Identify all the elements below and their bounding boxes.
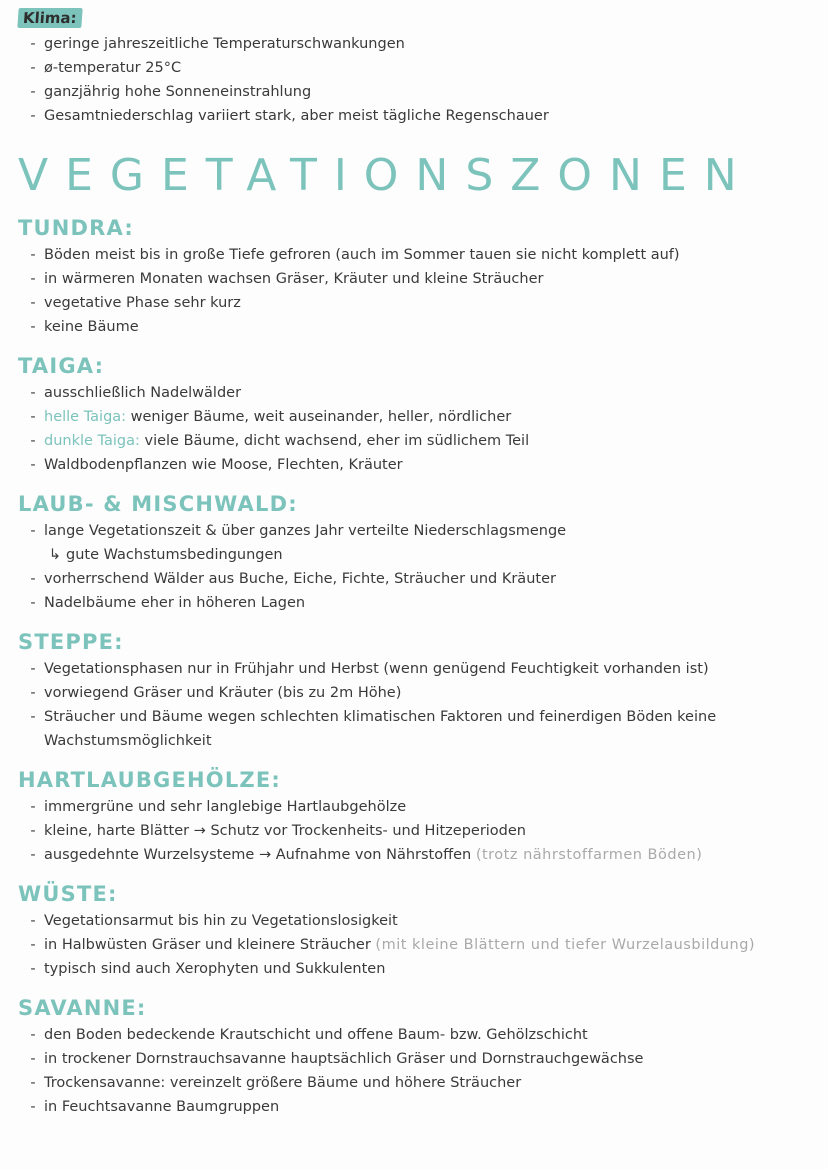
line-segment: (trotz nährstoffarmen Böden) bbox=[475, 847, 703, 863]
line-text bbox=[44, 933, 755, 957]
bullet-marker: - bbox=[30, 84, 36, 100]
line-text bbox=[44, 453, 403, 477]
line-segment: in Halbwüsten Gräser und kleinere Sträucher bbox=[44, 937, 376, 953]
bullet-line bbox=[18, 519, 812, 543]
bullet-marker: - bbox=[30, 523, 36, 539]
section-heading: TAIGA: bbox=[18, 354, 105, 378]
line-text bbox=[44, 1071, 521, 1095]
bullet-marker: - bbox=[30, 961, 36, 977]
bullet-line bbox=[18, 681, 812, 705]
bullet-marker: - bbox=[30, 1099, 36, 1115]
line-text bbox=[44, 681, 401, 705]
line-segment: immergrüne und sehr langlebige Hartlaubgehölze bbox=[44, 799, 407, 815]
bullet-marker: ↳ bbox=[48, 547, 62, 563]
bullet-marker: - bbox=[30, 36, 36, 52]
bullet-marker: - bbox=[30, 685, 36, 701]
line-text bbox=[44, 267, 543, 291]
klima-heading: Klima: bbox=[17, 8, 82, 28]
line-text bbox=[44, 32, 405, 56]
line-text bbox=[44, 56, 181, 80]
bullet-marker: - bbox=[30, 1075, 36, 1091]
bullet-line bbox=[18, 80, 812, 104]
klima-section bbox=[18, 8, 812, 128]
section bbox=[18, 768, 812, 867]
bullet-line bbox=[18, 1023, 812, 1047]
line-text bbox=[44, 567, 556, 591]
sections-container bbox=[18, 216, 812, 1119]
bullet-line bbox=[18, 795, 812, 819]
section bbox=[18, 630, 812, 753]
bullet-marker: - bbox=[30, 1051, 36, 1067]
line-text bbox=[44, 843, 702, 867]
line-segment: vorherrschend Wälder aus Buche, Eiche, Fichte, Sträucher und Kräuter bbox=[44, 571, 556, 587]
section-heading: HARTLAUBGEHÖLZE: bbox=[18, 768, 281, 792]
bullet-marker: - bbox=[30, 319, 36, 335]
line-segment: in wärmeren Monaten wachsen Gräser, Kräuter und kleine Sträucher bbox=[44, 271, 544, 287]
bullet-marker: - bbox=[30, 595, 36, 611]
bullet-marker: - bbox=[30, 661, 36, 677]
section-items bbox=[18, 243, 812, 339]
line-text bbox=[44, 1047, 643, 1071]
bullet-line bbox=[18, 957, 812, 981]
line-text bbox=[44, 519, 566, 543]
line-segment: Böden meist bis in große Tiefe gefroren (auch im Sommer tauen sie nicht komplett auf) bbox=[44, 247, 680, 263]
line-segment: Nadelbäume eher in höheren Lagen bbox=[44, 595, 306, 611]
line-text bbox=[44, 243, 680, 267]
bullet-marker: - bbox=[30, 60, 36, 76]
section bbox=[18, 492, 812, 615]
line-segment: Vegetationsphasen nur in Frühjahr und Herbst (wenn genügend Feuchtigkeit vorhanden ist) bbox=[44, 661, 709, 677]
line-segment: gute Wachstumsbedingungen bbox=[66, 547, 283, 563]
line-text bbox=[44, 795, 406, 819]
section-items bbox=[18, 909, 812, 981]
bullet-line bbox=[18, 657, 812, 681]
bullet-marker: - bbox=[30, 433, 36, 449]
bullet-marker: - bbox=[30, 385, 36, 401]
bullet-line bbox=[18, 591, 812, 615]
bullet-line bbox=[18, 843, 812, 867]
line-segment: vorwiegend Gräser und Kräuter (bis zu 2m Höhe) bbox=[44, 685, 402, 701]
section-heading: LAUB- & MISCHWALD: bbox=[18, 492, 298, 516]
bullet-marker: - bbox=[30, 247, 36, 263]
line-segment: dunkle Taiga: bbox=[44, 433, 140, 449]
section-items bbox=[18, 1023, 812, 1119]
line-text bbox=[44, 957, 385, 981]
bullet-line bbox=[18, 291, 812, 315]
line-segment: ausschließlich Nadelwälder bbox=[44, 385, 242, 401]
bullet-marker: - bbox=[30, 1027, 36, 1043]
bullet-marker: - bbox=[30, 295, 36, 311]
line-segment: Waldbodenpflanzen wie Moose, Flechten, Kräuter bbox=[44, 457, 403, 473]
line-segment: Vegetationsarmut bis hin zu Vegetationslosigkeit bbox=[44, 913, 398, 929]
line-segment: vegetative Phase sehr kurz bbox=[44, 295, 241, 311]
bullet-marker: - bbox=[30, 823, 36, 839]
bullet-marker: - bbox=[30, 913, 36, 929]
bullet-marker: - bbox=[30, 108, 36, 124]
section-heading: WÜSTE: bbox=[18, 882, 118, 906]
bullet-marker: - bbox=[30, 799, 36, 815]
line-segment: den Boden bedeckende Krautschicht und offene Baum- bzw. Gehölzschicht bbox=[44, 1027, 588, 1043]
bullet-line bbox=[18, 32, 812, 56]
line-segment: (mit kleine Blättern und tiefer Wurzelausbildung) bbox=[375, 937, 756, 953]
line-text bbox=[44, 104, 549, 128]
line-text bbox=[44, 909, 398, 933]
bullet-line bbox=[18, 453, 812, 477]
section-items bbox=[18, 381, 812, 477]
bullet-marker: - bbox=[30, 571, 36, 587]
klima-items bbox=[18, 32, 812, 128]
section-items bbox=[18, 657, 812, 753]
bullet-marker: - bbox=[30, 271, 36, 287]
bullet-line bbox=[18, 315, 812, 339]
section bbox=[18, 354, 812, 477]
bullet-line bbox=[18, 381, 812, 405]
bullet-line bbox=[18, 405, 812, 429]
line-text bbox=[44, 405, 511, 429]
section bbox=[18, 996, 812, 1119]
bullet-line bbox=[18, 819, 812, 843]
line-segment: ø-temperatur 25°C bbox=[44, 60, 182, 76]
line-segment: Gesamtniederschlag variiert stark, aber meist tägliche Regenschauer bbox=[44, 108, 549, 124]
section-heading: SAVANNE: bbox=[18, 996, 147, 1020]
line-segment: Trockensavanne: vereinzelt größere Bäume und höhere Sträucher bbox=[44, 1075, 522, 1091]
line-text bbox=[44, 429, 529, 453]
bullet-line bbox=[18, 56, 812, 80]
line-text bbox=[44, 819, 526, 843]
bullet-line bbox=[18, 267, 812, 291]
line-segment: lange Vegetationszeit & über ganzes Jahr verteilte Niederschlagsmenge bbox=[44, 523, 567, 539]
bullet-line bbox=[18, 909, 812, 933]
bullet-line bbox=[18, 1047, 812, 1071]
line-segment: helle Taiga: bbox=[44, 409, 127, 425]
line-segment: in trockener Dornstrauchsavanne hauptsächlich Gräser und Dornstrauchgewächse bbox=[44, 1051, 644, 1067]
bullet-line bbox=[18, 243, 812, 267]
section bbox=[18, 216, 812, 339]
bullet-line bbox=[18, 933, 812, 957]
line-segment: geringe jahreszeitliche Temperaturschwankungen bbox=[44, 36, 405, 52]
line-segment: in Feuchtsavanne Baumgruppen bbox=[44, 1099, 280, 1115]
line-text bbox=[44, 1023, 588, 1047]
line-segment: typisch sind auch Xerophyten und Sukkulenten bbox=[44, 961, 386, 977]
line-text bbox=[44, 381, 241, 405]
line-segment: keine Bäume bbox=[44, 319, 139, 335]
bullet-marker: - bbox=[30, 457, 36, 473]
section-heading: TUNDRA: bbox=[18, 216, 134, 240]
bullet-line bbox=[18, 1071, 812, 1095]
line-text bbox=[44, 591, 305, 615]
line-segment: ausgedehnte Wurzelsysteme → Aufnahme von Nährstoffen bbox=[44, 847, 476, 863]
line-segment: weniger Bäume, weit auseinander, heller, nördlicher bbox=[126, 409, 512, 425]
bullet-marker: - bbox=[30, 847, 36, 863]
line-segment: ganzjährig hohe Sonneneinstrahlung bbox=[44, 84, 312, 100]
line-segment: viele Bäume, dicht wachsend, eher im südlichem Teil bbox=[139, 433, 530, 449]
bullet-line bbox=[18, 567, 812, 591]
section-items bbox=[18, 795, 812, 867]
bullet-marker: - bbox=[30, 709, 36, 725]
section-heading: STEPPE: bbox=[18, 630, 124, 654]
line-text bbox=[44, 657, 709, 681]
bullet-line bbox=[18, 429, 812, 453]
bullet-marker: - bbox=[30, 937, 36, 953]
bullet-line bbox=[18, 705, 812, 753]
line-segment: kleine, harte Blätter → Schutz vor Trockenheits- und Hitzeperioden bbox=[44, 823, 526, 839]
section-items bbox=[18, 519, 812, 615]
line-text bbox=[44, 705, 812, 753]
bullet-marker: - bbox=[30, 409, 36, 425]
section bbox=[18, 882, 812, 981]
bullet-line bbox=[18, 104, 812, 128]
line-text bbox=[44, 291, 241, 315]
line-text bbox=[44, 1095, 279, 1119]
line-segment: Sträucher und Bäume wegen schlechten klimatischen Faktoren und feinerdigen Böden keine Wachstumsmöglichkeit bbox=[44, 709, 717, 749]
bullet-line bbox=[18, 1095, 812, 1119]
page-title: VEGETATIONSZONEN bbox=[18, 150, 754, 201]
line-text bbox=[44, 80, 311, 104]
line-text bbox=[44, 315, 139, 339]
bullet-line bbox=[18, 543, 812, 567]
line-text bbox=[66, 543, 283, 567]
